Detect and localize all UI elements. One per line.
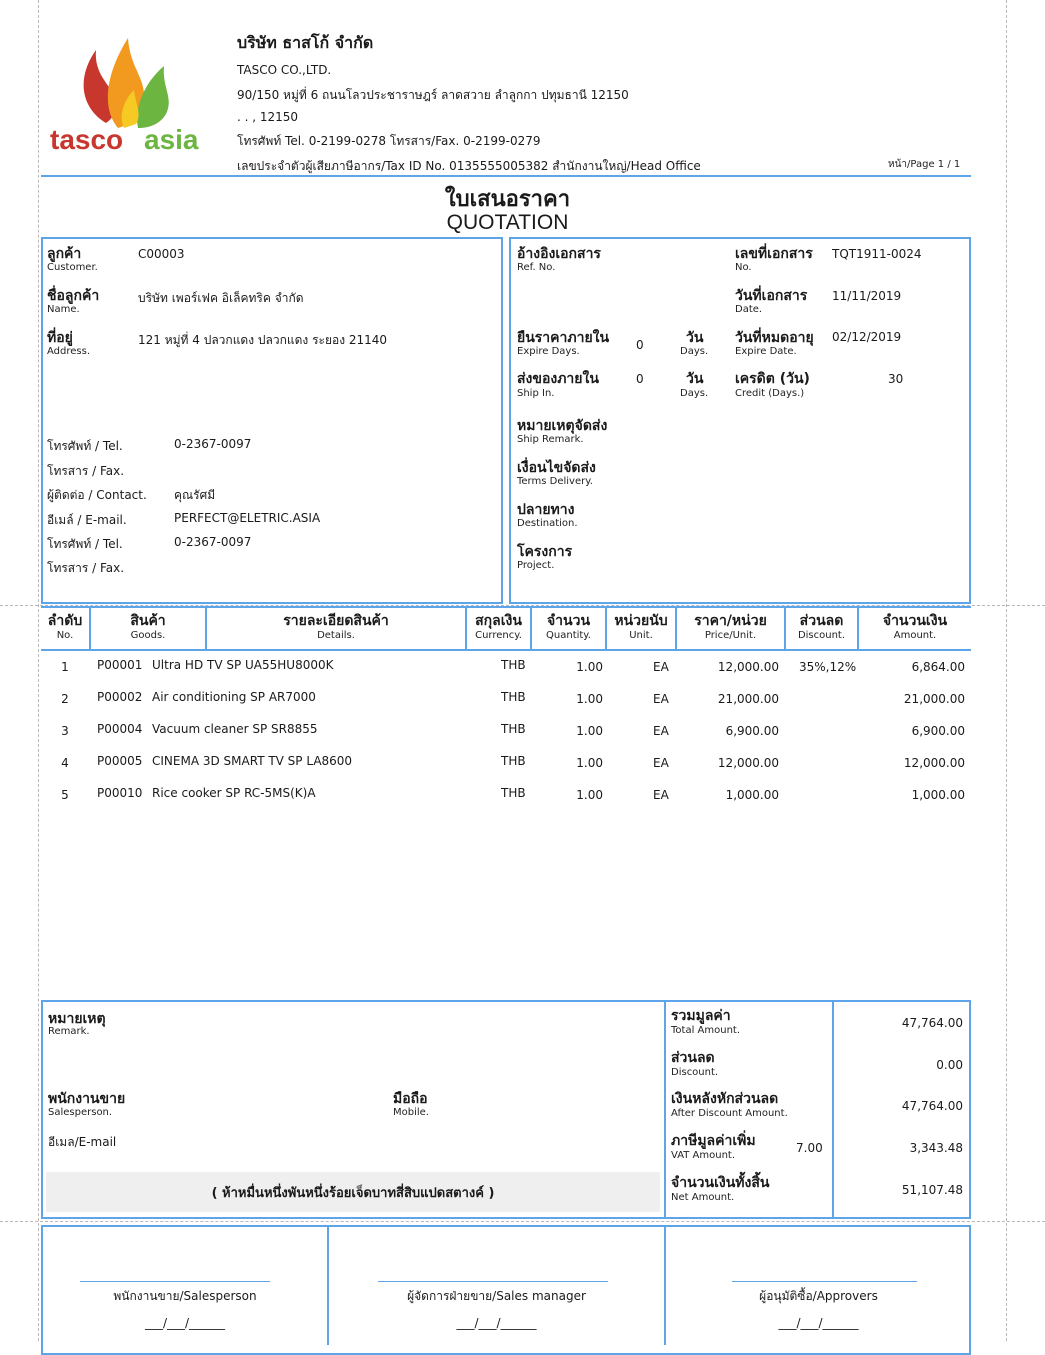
- credit-label-en: Credit (Days.): [735, 388, 805, 399]
- row-goods: P00010: [97, 786, 143, 800]
- expire-days-label: ยืนราคาภายใน: [517, 330, 610, 346]
- vat-label: ภาษีมูลค่าเพิ่ม: [671, 1133, 756, 1149]
- customer-tel: 0-2367-0097: [174, 437, 252, 451]
- customer-code: C00003: [138, 247, 185, 261]
- row-unit: EA: [653, 692, 669, 706]
- expire-date-label: วันที่หมดอายุ: [735, 330, 814, 346]
- vat-amount: 3,343.48: [909, 1141, 963, 1155]
- header-price-en: Price/Unit.: [704, 630, 757, 641]
- customer-fax2-label: โทรสาร / Fax.: [47, 561, 125, 575]
- row-no: 3: [61, 724, 69, 738]
- row-details: Air conditioning SP AR7000: [152, 690, 316, 704]
- row-price: 12,000.00: [717, 660, 779, 674]
- row-amount: 21,000.00: [903, 692, 965, 706]
- after-discount-label-en: After Discount Amount.: [671, 1108, 788, 1119]
- expire-date-label-en: Expire Date.: [735, 346, 797, 357]
- row-unit: EA: [653, 724, 669, 738]
- mobile-label-en: Mobile.: [393, 1107, 429, 1118]
- doc-date-label: วันที่เอกสาร: [735, 288, 808, 304]
- total-label-en: Total Amount.: [671, 1025, 741, 1036]
- vat-rate: 7.00: [796, 1141, 823, 1155]
- expire-days-label-en: Expire Days.: [517, 346, 580, 357]
- ship-remark-label: หมายเหตุจัดส่ง: [517, 418, 608, 434]
- summary-sep-2: [832, 1000, 834, 1219]
- row-qty: 1.00: [576, 692, 603, 706]
- table-row: [41, 722, 971, 752]
- signature-approver: ผู้อนุมัติซื้อ/Approvers: [759, 1289, 878, 1303]
- header-quantity-en: Quantity.: [546, 630, 591, 641]
- row-details: Vacuum cleaner SP SR8855: [152, 722, 318, 736]
- project-label-en: Project.: [517, 560, 555, 571]
- salesperson-label-en: Salesperson.: [48, 1107, 113, 1118]
- header-unit: หน่วยนับ: [614, 613, 668, 629]
- header-price: ราคา/หน่วย: [694, 613, 767, 629]
- row-discount: 35%,12%: [799, 660, 857, 674]
- customer-contact: คุณรัศมี: [174, 488, 216, 502]
- header-goods: สินค้า: [130, 613, 166, 629]
- discount-label: ส่วนลด: [671, 1050, 715, 1066]
- table-row: [41, 754, 971, 784]
- customer-name: บริษัท เพอร์เฟค อิเล็คทริค จำกัด: [138, 291, 304, 305]
- summary-sep-1: [664, 1000, 666, 1219]
- row-details: Rice cooker SP RC-5MS(K)A: [152, 786, 316, 800]
- customer-email: PERFECT@ELETRIC.ASIA: [174, 511, 321, 525]
- row-amount: 6,864.00: [911, 660, 965, 674]
- header-no: ลำดับ: [47, 613, 83, 629]
- doc-no: TQT1911-0024: [832, 247, 922, 261]
- ship-in-unit-en: Days.: [680, 388, 709, 399]
- signature-date-salesperson: ___/___/______: [144, 1316, 226, 1330]
- row-unit: EA: [653, 788, 669, 802]
- row-price: 12,000.00: [717, 756, 779, 770]
- salesperson-label: พนักงานขาย: [48, 1091, 126, 1107]
- expire-days: 0: [636, 338, 644, 352]
- after-discount-amount: 47,764.00: [901, 1099, 963, 1113]
- page-guide-bottom: [0, 1221, 1045, 1222]
- remark-label-en: Remark.: [48, 1026, 90, 1037]
- signature-line-approver: [732, 1281, 917, 1282]
- customer-address: 121 หมู่ที่ 4 ปลวกแดง ปลวกแดง ระยอง 21140: [138, 333, 388, 347]
- ship-in-label-en: Ship In.: [517, 388, 555, 399]
- customer-name-label-en: Name.: [47, 304, 80, 315]
- total-amount: 47,764.00: [901, 1016, 963, 1030]
- header-details-en: Details.: [317, 630, 355, 641]
- row-no: 5: [61, 788, 69, 802]
- customer-fax-label: โทรสาร / Fax.: [47, 464, 125, 478]
- row-goods: P00001: [97, 658, 143, 672]
- ref-label: อ้างอิงเอกสาร: [517, 246, 601, 262]
- terms-label-en: Terms Delivery.: [517, 476, 593, 487]
- row-qty: 1.00: [576, 660, 603, 674]
- discount-amount: 0.00: [936, 1058, 963, 1072]
- header-quantity: จำนวน: [546, 613, 591, 629]
- ship-in: 0: [636, 372, 644, 386]
- customer-email-label: อีเมล์ / E-mail.: [47, 513, 127, 527]
- expire-days-unit-en: Days.: [680, 346, 709, 357]
- signature-line-manager: [378, 1281, 608, 1282]
- row-qty: 1.00: [576, 788, 603, 802]
- row-price: 21,000.00: [717, 692, 779, 706]
- row-currency: THB: [501, 754, 526, 768]
- row-currency: THB: [501, 786, 526, 800]
- mobile-label: มือถือ: [393, 1091, 428, 1107]
- row-amount: 6,900.00: [911, 724, 965, 738]
- email-label: อีเมล/E-mail: [48, 1135, 117, 1149]
- total-label: รวมมูลค่า: [671, 1008, 731, 1024]
- logo-text-tasco: tasco: [50, 124, 124, 155]
- net-label-en: Net Amount.: [671, 1192, 735, 1203]
- ship-in-label: ส่งของภายใน: [517, 371, 599, 387]
- row-goods: P00005: [97, 754, 143, 768]
- company-logo: [46, 28, 216, 163]
- credit-days: 30: [888, 372, 904, 386]
- header-goods-en: Goods.: [130, 630, 166, 641]
- net-label: จำนวนเงินทั้งสิ้น: [671, 1175, 770, 1191]
- title-en: QUOTATION: [446, 211, 569, 234]
- customer-contact-label: ผู้ติดต่อ / Contact.: [47, 488, 147, 502]
- doc-no-label-en: No.: [735, 262, 752, 273]
- row-price: 6,900.00: [725, 724, 779, 738]
- signature-manager: ผู้จัดการฝ่ายขาย/Sales manager: [407, 1289, 586, 1303]
- signature-date-approver: ___/___/______: [778, 1316, 859, 1330]
- row-amount: 1,000.00: [911, 788, 965, 802]
- vat-label-en: VAT Amount.: [671, 1150, 736, 1161]
- row-unit: EA: [653, 660, 669, 674]
- doc-no-label: เลขที่เอกสาร: [735, 246, 813, 262]
- table-top-line: [41, 606, 971, 608]
- header-currency: สกุลเงิน: [475, 613, 522, 629]
- header-amount: จำนวนเงิน: [882, 613, 948, 629]
- row-no: 4: [61, 756, 69, 770]
- row-currency: THB: [501, 690, 526, 704]
- doc-date: 11/11/2019: [832, 289, 902, 303]
- row-details: Ultra HD TV SP UA55HU8000K: [152, 658, 334, 672]
- row-no: 1: [61, 660, 69, 674]
- amount-in-words: ( ห้าหมื่นหนึ่งพันหนึ่งร้อยเจ็ดบาทสี่สิบแปดสตางค์ ): [211, 1186, 495, 1201]
- signature-line-salesperson: [80, 1281, 270, 1282]
- table-row: [41, 786, 971, 816]
- row-details: CINEMA 3D SMART TV SP LA8600: [152, 754, 353, 768]
- expire-days-unit: วัน: [686, 330, 704, 346]
- header-discount: ส่วนลด: [799, 613, 844, 629]
- expire-date: 02/12/2019: [832, 330, 902, 344]
- customer-address-label: ที่อยู่: [47, 330, 73, 346]
- customer-address-label-en: Address.: [47, 346, 91, 357]
- row-amount: 12,000.00: [903, 756, 965, 770]
- table-header-line: [41, 649, 971, 651]
- header-divider: [41, 175, 971, 177]
- title-th: ใบเสนอราคา: [444, 187, 571, 212]
- customer-code-label: ลูกค้า: [47, 246, 82, 262]
- destination-label-en: Destination.: [517, 518, 578, 529]
- header-amount-en: Amount.: [893, 630, 937, 641]
- row-qty: 1.00: [576, 724, 603, 738]
- row-qty: 1.00: [576, 756, 603, 770]
- project-label: โครงการ: [517, 544, 573, 560]
- signature-salesperson: พนักงานขาย/Salesperson: [113, 1289, 257, 1303]
- header-discount-en: Discount.: [797, 630, 846, 641]
- credit-label: เครดิต (วัน): [735, 371, 810, 387]
- signature-date-manager: ___/___/______: [456, 1316, 537, 1330]
- remark-label: หมายเหตุ: [48, 1011, 106, 1027]
- customer-tel2: 0-2367-0097: [174, 535, 252, 549]
- row-unit: EA: [653, 756, 669, 770]
- destination-label: ปลายทาง: [517, 502, 575, 518]
- header-currency-en: Currency.: [475, 630, 522, 641]
- ship-in-unit: วัน: [686, 371, 704, 387]
- row-price: 1,000.00: [725, 788, 779, 802]
- discount-label-en: Discount.: [671, 1067, 719, 1078]
- ship-remark-label-en: Ship Remark.: [517, 434, 584, 445]
- row-no: 2: [61, 692, 69, 706]
- table-row: [41, 690, 971, 720]
- table-row: [41, 658, 971, 688]
- customer-tel-label: โทรศัพท์ / Tel.: [47, 439, 123, 453]
- company-address-2: . . , 12150: [237, 110, 299, 124]
- row-currency: THB: [501, 658, 526, 672]
- customer-tel2-label: โทรศัพท์ / Tel.: [47, 537, 123, 551]
- header-unit-en: Unit.: [629, 630, 653, 641]
- company-phone-fax: โทรศัพท์ Tel. 0-2199-0278 โทรสาร/Fax. 0-2199-0279: [237, 134, 541, 148]
- header-details: รายละเอียดสินค้า: [283, 613, 389, 629]
- row-currency: THB: [501, 722, 526, 736]
- customer-name-label: ชื่อลูกค้า: [47, 288, 100, 304]
- net-amount: 51,107.48: [901, 1183, 963, 1197]
- company-name-th: บริษัท ธาสโก้ จำกัด: [237, 33, 374, 52]
- row-goods: P00004: [97, 722, 143, 736]
- amount-in-words-box: [46, 1172, 660, 1212]
- row-goods: P00002: [97, 690, 143, 704]
- page-number: หน้า/Page 1 / 1: [888, 159, 961, 170]
- terms-label: เงื่อนไขจัดส่ง: [517, 460, 596, 476]
- after-discount-label: เงินหลังหักส่วนลด: [671, 1091, 779, 1107]
- doc-date-label-en: Date.: [735, 304, 763, 315]
- company-name-en: TASCO CO.,LTD.: [237, 63, 332, 77]
- company-tax-id: เลขประจำตัวผู้เสียภาษีอากร/Tax ID No. 0135555005382 สำนักงานใหญ่/Head Office: [237, 159, 701, 173]
- company-address-1: 90/150 หมู่ที่ 6 ถนนโลวประชาราษฎร์ ลาดสวาย ลำลูกกา ปทุมธานี 12150: [237, 88, 629, 102]
- header-no-en: No.: [56, 630, 74, 641]
- logo-text-asia: asia: [144, 124, 199, 155]
- ref-label-en: Ref. No.: [517, 262, 556, 273]
- customer-code-label-en: Customer.: [47, 262, 98, 273]
